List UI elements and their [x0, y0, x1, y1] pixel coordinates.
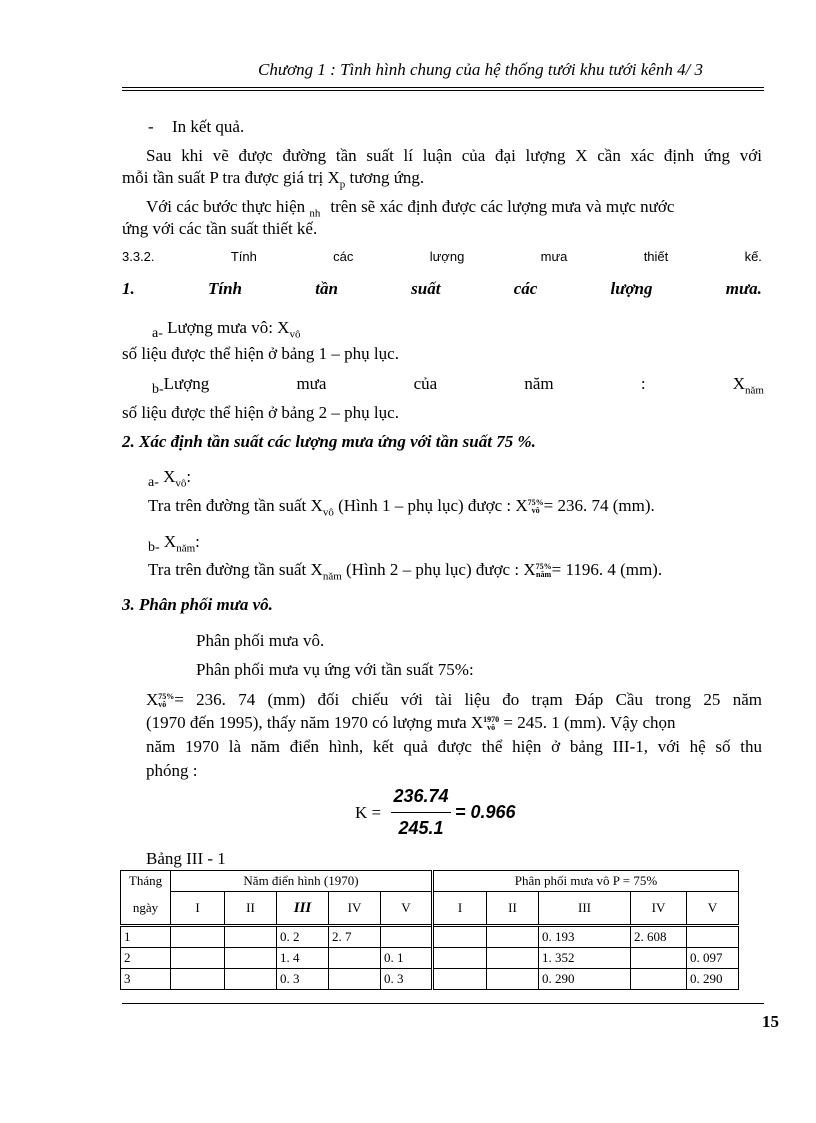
item-b2-result: Tra trên đường tần suất $X_{năm}$ (Hình 2 – phụ lục) được : X75% năm= 1196. 4 (mm). — [148, 560, 663, 583]
month-header: II — [225, 892, 277, 926]
para1-line2: mỗi tần suất P tra được giá trị $X_p$ tương ứng. — [122, 168, 425, 191]
k-numerator: 236.74 — [393, 786, 449, 806]
table-cell: 0. 290 — [687, 969, 739, 990]
header-right-group: Phân phối mưa vô P = 75% — [433, 871, 739, 892]
para3-4: (1970 đến 1995), thấy năm 1970 có lượng mưa X1970 vô = 245. 1 (mm). Vậy chọn — [146, 713, 676, 733]
table-cell: 0. 097 — [687, 948, 739, 969]
month-header: II — [487, 892, 539, 926]
k-result: = 0.966 — [455, 802, 516, 822]
table-cell — [487, 969, 539, 990]
day-cell: 1 — [121, 926, 171, 948]
table-caption: Bảng III - 1 — [146, 849, 226, 868]
table-cell — [225, 926, 277, 948]
item-a2-result: Tra trên đường tần suất $X_{vô}$ (Hình 1 – phụ lục) được : X75% vô = 236. 74 (mm). — [148, 496, 655, 519]
table-cell: 0. 3 — [277, 969, 329, 990]
header-ngay: ngày — [121, 892, 171, 926]
header-rule-2 — [122, 90, 764, 91]
table-cell: 2. 608 — [631, 926, 687, 948]
running-header: Chương 1 : Tình hình chung của hệ thống tưới khu tưới kênh 4/ 3 — [258, 60, 704, 79]
day-cell: 3 — [121, 969, 171, 990]
fraction-bar — [391, 812, 451, 813]
table-cell — [433, 969, 487, 990]
table-cell — [631, 948, 687, 969]
para3-3: X75% vô = 236. 74 (mm) đối chiếu với tài liệu đo trạm Đáp Cầu trong 25 năm — [146, 690, 762, 710]
table-cell: 0. 193 — [539, 926, 631, 948]
table-cell — [381, 926, 433, 948]
table-cell — [631, 969, 687, 990]
item-a2: $_{a-}$ $X_{vô}$: — [148, 467, 192, 490]
k-denominator: 245.1 — [398, 818, 444, 838]
table-cell — [487, 926, 539, 948]
para3-5: năm 1970 là năm điển hình, kết quả được thể hiện ở bảng III-1, với hệ số thu — [146, 737, 762, 756]
page-number: 15 — [762, 1012, 779, 1031]
month-header: IV — [329, 892, 381, 926]
table-cell: 2. 7 — [329, 926, 381, 948]
month-header: V — [687, 892, 739, 926]
table-cell — [171, 969, 225, 990]
para2-line2: ứng với các tần suất thiết kế. — [122, 219, 318, 238]
table-cell — [171, 948, 225, 969]
month-header: I — [433, 892, 487, 926]
table-cell: 0. 290 — [539, 969, 631, 990]
table-cell — [225, 969, 277, 990]
table-cell — [433, 948, 487, 969]
table-cell — [433, 926, 487, 948]
month-header: V — [381, 892, 433, 926]
table-cell — [329, 948, 381, 969]
footer-rule — [122, 1003, 764, 1004]
month-header: IV — [631, 892, 687, 926]
para3-6: phóng : — [146, 761, 198, 780]
table-cell — [687, 926, 739, 948]
table-cell — [487, 948, 539, 969]
para2-line1: Với các bước thực hiện $_{nh}$ trên sẽ xác định được các lượng mưa và mực nước — [146, 197, 675, 220]
bullet-dash: - — [148, 117, 154, 136]
item-b-note: số liệu được thể hiện ở bảng 2 – phụ lục. — [122, 403, 399, 422]
table-cell: 1. 4 — [277, 948, 329, 969]
heading-2: 2. Xác định tần suất các lượng mưa ứng với tần suất 75 %. — [122, 432, 536, 451]
header-left-group: Năm điển hình (1970) — [171, 871, 433, 892]
month-header: I — [171, 892, 225, 926]
heading-1: 1. Tính tần suất các lượng mưa. — [122, 279, 762, 298]
header-thang: Tháng — [121, 871, 171, 892]
para3-2: Phân phối mưa vụ ứng với tần suất 75%: — [196, 660, 474, 679]
table-cell: 0. 3 — [381, 969, 433, 990]
para1-line1: Sau khi vẽ được đường tần suất lí luận của đại lượng X cần xác định ứng với — [146, 146, 762, 165]
item-a: $_{a-}$ Lượng mưa vô: $X_{vô}$ — [152, 318, 301, 341]
table-cell: 1. 352 — [539, 948, 631, 969]
month-header: III — [277, 892, 329, 926]
item-a-note: số liệu được thể hiện ở bảng 1 – phụ lục. — [122, 344, 399, 363]
table-cell — [225, 948, 277, 969]
item-b2: $_{b-}$ $X_{năm}$: — [148, 532, 200, 555]
table-cell: 0. 1 — [381, 948, 433, 969]
heading-3: 3. Phân phối mưa vô. — [122, 595, 273, 614]
day-cell: 2 — [121, 948, 171, 969]
header-rule — [122, 87, 764, 88]
para3-1: Phân phối mưa vô. — [196, 631, 325, 650]
month-header: III — [539, 892, 631, 926]
table-cell — [171, 926, 225, 948]
item-b: $_{b-}$Lượng mưa của năm : $X_{năm}$ — [152, 374, 764, 397]
table-cell — [329, 969, 381, 990]
rainfall-table — [120, 870, 739, 990]
table-cell: 0. 2 — [277, 926, 329, 948]
k-label: K = — [355, 803, 382, 822]
bullet-text: In kết quả. — [172, 117, 245, 136]
section-3-3-2: 3.3.2. Tính các lượng mưa thiết kế. — [122, 249, 762, 264]
